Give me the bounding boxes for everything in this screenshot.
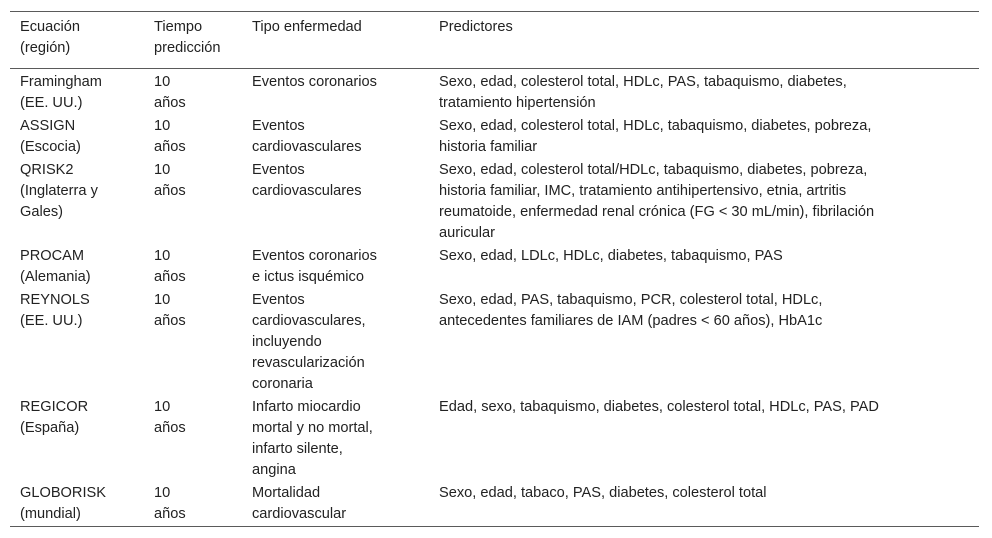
cell-ecuacion-line: GLOBORISK <box>20 485 106 501</box>
table-body <box>10 69 979 527</box>
header-row <box>10 12 979 69</box>
cell-tipo <box>242 289 429 396</box>
header-tiempo-line2: predicción <box>154 40 221 56</box>
cell-ecuacion <box>10 159 144 245</box>
header-predictores-label: Predictores <box>439 19 513 35</box>
cell-predictores <box>429 482 979 527</box>
cell-tiempo-line: años <box>154 506 186 522</box>
cell-predictores-line: historia familiar <box>439 139 538 155</box>
cell-tiempo-line: 10 <box>154 292 171 308</box>
cell-tipo-line: Mortalidad <box>252 485 321 501</box>
cell-tipo <box>242 482 429 527</box>
cell-predictores-line: Sexo, edad, PAS, tabaquismo, PCR, colesterol total, HDLc, <box>439 292 823 308</box>
cell-ecuacion-line: Framingham <box>20 74 102 90</box>
table-row <box>10 159 979 245</box>
cell-tipo-line: mortal y no mortal, <box>252 420 373 436</box>
cell-ecuacion <box>10 115 144 159</box>
cell-tiempo-line: años <box>154 269 186 285</box>
cell-tipo-line: coronaria <box>252 376 313 392</box>
header-ecuacion-line1: Ecuación <box>20 19 81 35</box>
table-row <box>10 482 979 527</box>
cell-tipo <box>242 69 429 116</box>
cell-predictores <box>429 115 979 159</box>
cell-tiempo-line: 10 <box>154 162 171 178</box>
cell-tiempo <box>144 289 242 396</box>
cell-tipo-line: cardiovasculares <box>252 183 362 199</box>
cell-predictores-line: tratamiento hipertensión <box>439 95 596 111</box>
cell-ecuacion-line: REGICOR <box>20 399 89 415</box>
cell-tiempo-line: años <box>154 95 186 111</box>
cell-predictores-line: Sexo, edad, colesterol total/HDLc, tabaquismo, diabetes, pobreza, <box>439 162 868 178</box>
cell-tipo-line: Eventos coronarios <box>252 74 377 90</box>
cell-tipo-line: Eventos <box>252 292 305 308</box>
cell-tipo-line: incluyendo <box>252 334 322 350</box>
header-tiempo-line1: Tiempo <box>154 19 203 35</box>
cell-predictores <box>429 396 979 482</box>
cell-tipo-line: cardiovasculares, <box>252 313 366 329</box>
cell-tiempo <box>144 245 242 289</box>
cell-tipo <box>242 115 429 159</box>
cell-ecuacion-line: (Inglaterra y <box>20 183 98 199</box>
header-tipo-label: Tipo enfermedad <box>252 19 362 35</box>
cell-tipo-line: angina <box>252 462 296 478</box>
cell-ecuacion <box>10 482 144 527</box>
cell-predictores <box>429 289 979 396</box>
cell-tipo-line: infarto silente, <box>252 441 343 457</box>
cell-predictores <box>429 69 979 116</box>
risk-equations-table-container <box>10 11 979 527</box>
table-row <box>10 396 979 482</box>
cell-tiempo-line: 10 <box>154 485 171 501</box>
table-row <box>10 115 979 159</box>
cell-ecuacion-line: (Alemania) <box>20 269 91 285</box>
cell-ecuacion-line: ASSIGN <box>20 118 76 134</box>
cell-predictores-line: auricular <box>439 225 495 241</box>
cell-tiempo <box>144 482 242 527</box>
cell-tipo-line: Eventos <box>252 162 305 178</box>
cell-predictores-line: Sexo, edad, colesterol total, HDLc, PAS, tabaquismo, diabetes, <box>439 74 847 90</box>
cell-ecuacion-line: (EE. UU.) <box>20 95 83 111</box>
cell-tiempo-line: 10 <box>154 74 171 90</box>
cell-ecuacion-line: Gales) <box>20 204 63 220</box>
table-row <box>10 69 979 116</box>
cell-ecuacion-line: QRISK2 <box>20 162 74 178</box>
cell-tiempo <box>144 396 242 482</box>
header-ecuacion <box>10 12 144 69</box>
header-ecuacion-line2: (región) <box>20 40 71 56</box>
cell-tipo <box>242 245 429 289</box>
cell-ecuacion-line: (mundial) <box>20 506 81 522</box>
cell-tipo <box>242 396 429 482</box>
cell-predictores-line: Sexo, edad, LDLc, HDLc, diabetes, tabaquismo, PAS <box>439 248 783 264</box>
cell-tipo-line: e ictus isquémico <box>252 269 364 285</box>
cell-ecuacion-line: (Escocia) <box>20 139 81 155</box>
table-header <box>10 12 979 69</box>
cell-predictores-line: antecedentes familiares de IAM (padres < 60 años), HbA1c <box>439 313 823 329</box>
cell-tiempo <box>144 115 242 159</box>
header-tiempo <box>144 12 242 69</box>
cell-predictores-line: Sexo, edad, tabaco, PAS, diabetes, colesterol total <box>439 485 767 501</box>
cell-predictores <box>429 159 979 245</box>
cell-tiempo-line: 10 <box>154 399 171 415</box>
cell-ecuacion-line: REYNOLS <box>20 292 90 308</box>
cell-tipo <box>242 159 429 245</box>
header-tipo <box>242 12 429 69</box>
cell-tiempo-line: años <box>154 420 186 436</box>
cell-tiempo-line: años <box>154 313 186 329</box>
cell-tipo-line: cardiovasculares <box>252 139 362 155</box>
cell-tiempo-line: 10 <box>154 248 171 264</box>
cell-predictores-line: historia familiar, IMC, tratamiento antihipertensivo, etnia, artritis <box>439 183 847 199</box>
cell-tipo-line: revascularización <box>252 355 365 371</box>
cell-ecuacion <box>10 69 144 116</box>
cell-tiempo-line: 10 <box>154 118 171 134</box>
cell-tiempo-line: años <box>154 139 186 155</box>
cell-tiempo <box>144 159 242 245</box>
table-row <box>10 289 979 396</box>
header-predictores <box>429 12 979 69</box>
cell-ecuacion-line: (EE. UU.) <box>20 313 83 329</box>
table-row <box>10 245 979 289</box>
cell-tipo-line: Infarto miocardio <box>252 399 361 415</box>
cell-ecuacion <box>10 245 144 289</box>
cell-ecuacion-line: PROCAM <box>20 248 85 264</box>
cell-ecuacion-line: (España) <box>20 420 80 436</box>
cell-predictores-line: reumatoide, enfermedad renal crónica (FG < 30 mL/min), fibrilación <box>439 204 875 220</box>
cell-ecuacion <box>10 396 144 482</box>
cell-ecuacion <box>10 289 144 396</box>
cell-tiempo-line: años <box>154 183 186 199</box>
cell-tipo-line: Eventos coronarios <box>252 248 377 264</box>
cell-tipo-line: cardiovascular <box>252 506 347 522</box>
cell-tiempo <box>144 69 242 116</box>
risk-equations-table <box>10 11 979 527</box>
cell-predictores-line: Sexo, edad, colesterol total, HDLc, tabaquismo, diabetes, pobreza, <box>439 118 872 134</box>
cell-predictores-line: Edad, sexo, tabaquismo, diabetes, colesterol total, HDLc, PAS, PAD <box>439 399 879 415</box>
cell-tipo-line: Eventos <box>252 118 305 134</box>
cell-predictores <box>429 245 979 289</box>
